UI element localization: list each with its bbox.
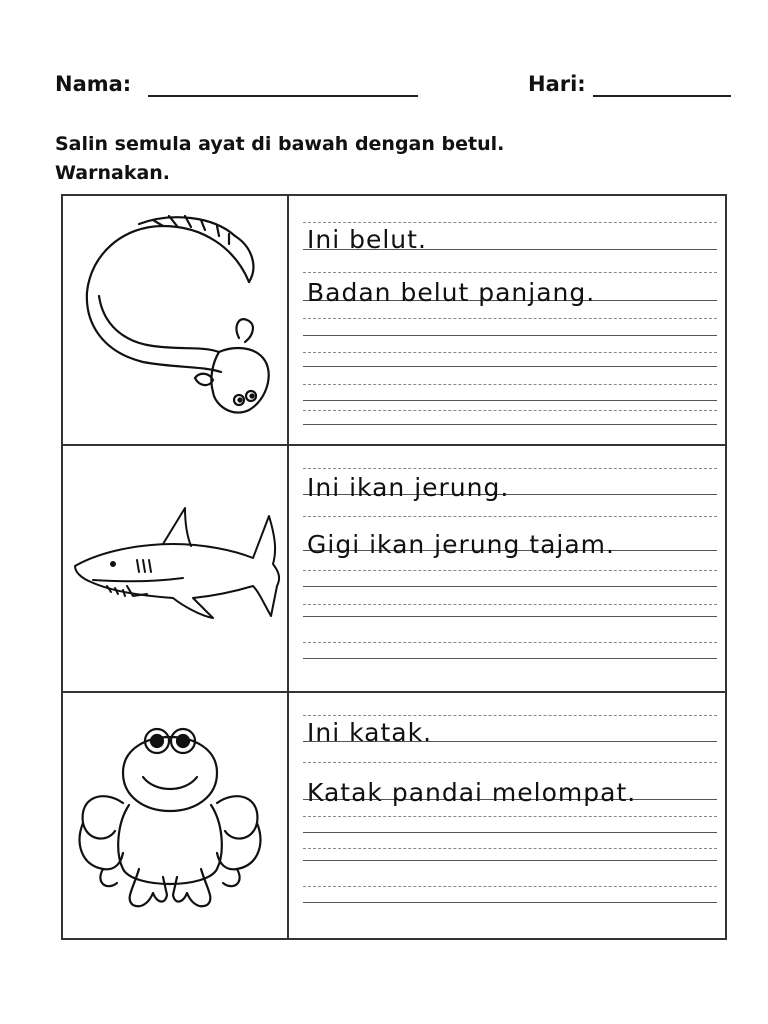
writing-guide-line <box>303 642 717 643</box>
writing-guide-line <box>303 570 717 571</box>
instruction-copy: Salin semula ayat di bawah dengan betul. <box>55 133 505 155</box>
writing-guide-line <box>303 272 717 273</box>
writing-guide-line <box>303 222 717 223</box>
sentence-shark-1: Ini ikan jerung. <box>307 473 510 502</box>
worksheet-grid <box>61 194 727 940</box>
sentence-shark-2: Gigi ikan jerung tajam. <box>307 530 615 559</box>
day-field[interactable] <box>593 95 731 97</box>
writing-line[interactable] <box>303 400 717 401</box>
writing-guide-line <box>303 886 717 887</box>
name-label: Nama: <box>55 72 132 96</box>
column-divider <box>287 196 289 938</box>
writing-guide-line <box>303 715 717 716</box>
writing-guide-line <box>303 762 717 763</box>
writing-guide-line <box>303 410 717 411</box>
writing-line[interactable] <box>303 586 717 587</box>
name-field[interactable] <box>148 95 418 97</box>
eel-icon <box>63 196 287 444</box>
writing-guide-line <box>303 352 717 353</box>
sentence-frog-1: Ini katak. <box>307 718 433 747</box>
day-label: Hari: <box>528 72 586 96</box>
writing-line[interactable] <box>303 832 717 833</box>
writing-guide-line <box>303 468 717 469</box>
writing-guide-line <box>303 384 717 385</box>
writing-line[interactable] <box>303 860 717 861</box>
frog-icon <box>63 693 287 940</box>
shark-icon <box>63 446 287 691</box>
writing-line[interactable] <box>303 366 717 367</box>
sentence-frog-2: Katak pandai melompat. <box>307 778 637 807</box>
writing-line[interactable] <box>303 616 717 617</box>
writing-guide-line <box>303 516 717 517</box>
writing-guide-line <box>303 604 717 605</box>
sentence-eel-2: Badan belut panjang. <box>307 278 596 307</box>
writing-guide-line <box>303 816 717 817</box>
writing-guide-line <box>303 318 717 319</box>
writing-line[interactable] <box>303 424 717 425</box>
writing-line[interactable] <box>303 658 717 659</box>
sentence-eel-1: Ini belut. <box>307 225 427 254</box>
writing-guide-line <box>303 848 717 849</box>
writing-line[interactable] <box>303 902 717 903</box>
instruction-colour: Warnakan. <box>55 162 171 184</box>
writing-line[interactable] <box>303 335 717 336</box>
